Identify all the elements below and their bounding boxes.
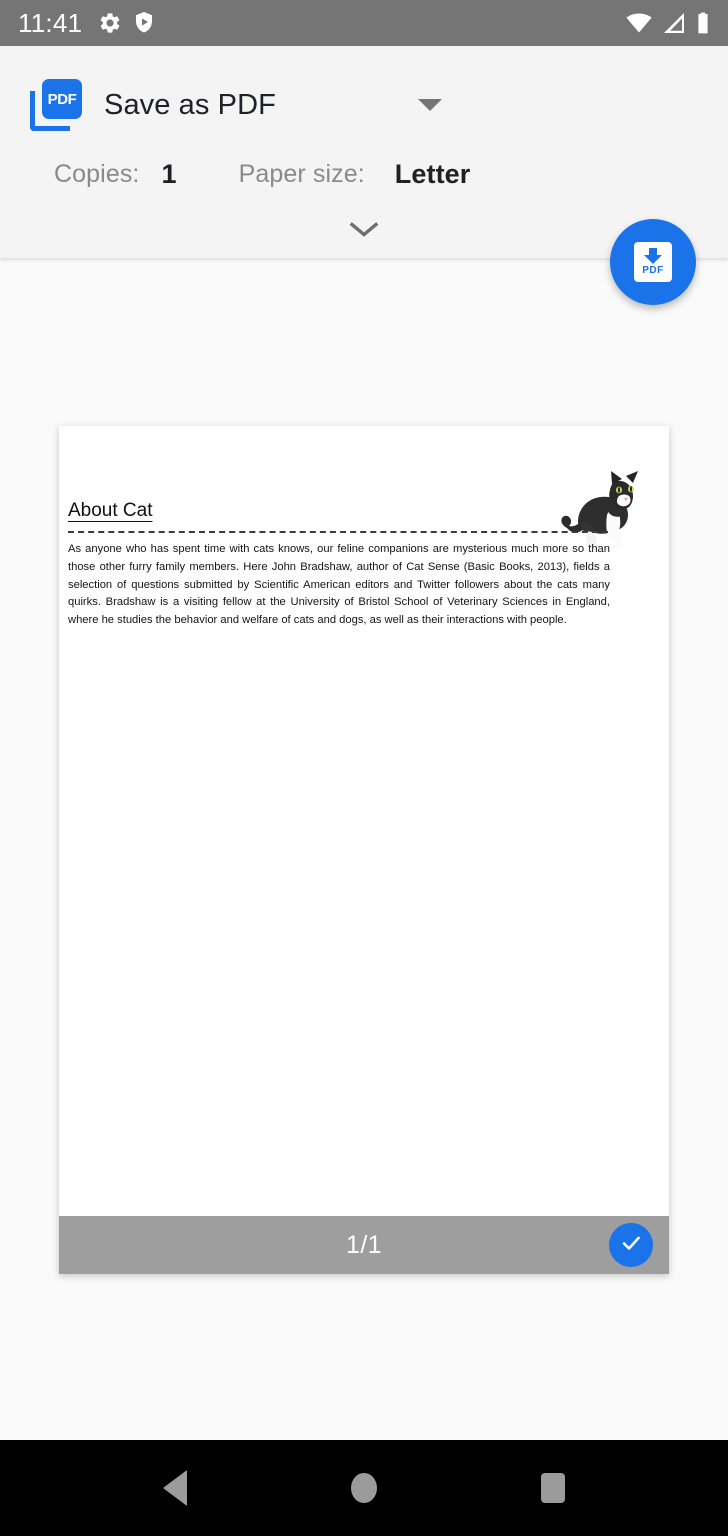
download-arrow-icon	[643, 248, 663, 265]
document-paragraph: As anyone who has spent time with cats knows, our feline companions are mysterious much more so than those other furry family members. Here John Bradshaw, author of Cat Sense (Basic Books, 2013), fields a selection of questions submitted by Scientific American editors and Twitter followers about the cats many quirks. Bradshaw is a visiting fellow at the University of Bristol School of Veterinary Sciences in England, where he studies the behavior and welfare of cats and dogs, as well as their interactions with people.	[68, 543, 610, 627]
check-circle-icon	[618, 1230, 644, 1261]
document-content	[59, 426, 669, 1216]
nav-home-button[interactable]	[319, 1440, 409, 1536]
copies-value[interactable]: 1	[161, 158, 177, 189]
cellular-signal-icon	[662, 12, 686, 34]
chevron-down-icon	[347, 218, 381, 245]
battery-icon	[696, 11, 710, 35]
home-icon	[351, 1473, 377, 1503]
gear-icon	[98, 11, 122, 35]
destination-name: Save as PDF	[104, 88, 276, 121]
save-pdf-download-icon	[634, 242, 672, 282]
pdf-icon-label: PDF	[47, 90, 77, 108]
status-time: 11:41	[18, 7, 83, 38]
wifi-icon	[626, 12, 652, 34]
back-icon	[163, 1470, 187, 1506]
shield-play-protect-icon	[134, 11, 154, 35]
page-indicator: 1/1	[346, 1230, 382, 1259]
status-right-icons	[626, 11, 710, 35]
fab-pdf-label: PDF	[642, 265, 664, 276]
status-bar	[0, 0, 728, 46]
document-title: About Cat	[68, 500, 153, 521]
document-header	[68, 466, 660, 540]
print-preview-area	[0, 258, 728, 1440]
save-pdf-fab[interactable]	[610, 219, 696, 305]
destination-selector[interactable]	[0, 68, 728, 142]
paper-size-label: Paper size:	[238, 159, 365, 188]
status-left-icons	[98, 11, 154, 35]
nav-recents-button[interactable]	[508, 1440, 598, 1536]
page-preview-card[interactable]	[59, 426, 669, 1274]
paper-size-value[interactable]: Letter	[394, 158, 471, 189]
document-divider	[68, 531, 608, 533]
save-as-pdf-icon	[30, 79, 82, 131]
print-options-row	[0, 144, 728, 204]
page-footer-bar	[59, 1216, 669, 1274]
dropdown-arrow-icon[interactable]	[418, 99, 442, 111]
nav-back-button[interactable]	[130, 1440, 220, 1536]
android-navigation-bar	[0, 1440, 728, 1536]
cat-photo	[556, 466, 656, 550]
recents-icon	[541, 1473, 565, 1503]
pdf-icon-front-sheet	[42, 79, 82, 119]
copies-label: Copies:	[54, 159, 140, 188]
page-selected-checkbox[interactable]	[609, 1223, 653, 1267]
print-options-header	[0, 46, 728, 258]
